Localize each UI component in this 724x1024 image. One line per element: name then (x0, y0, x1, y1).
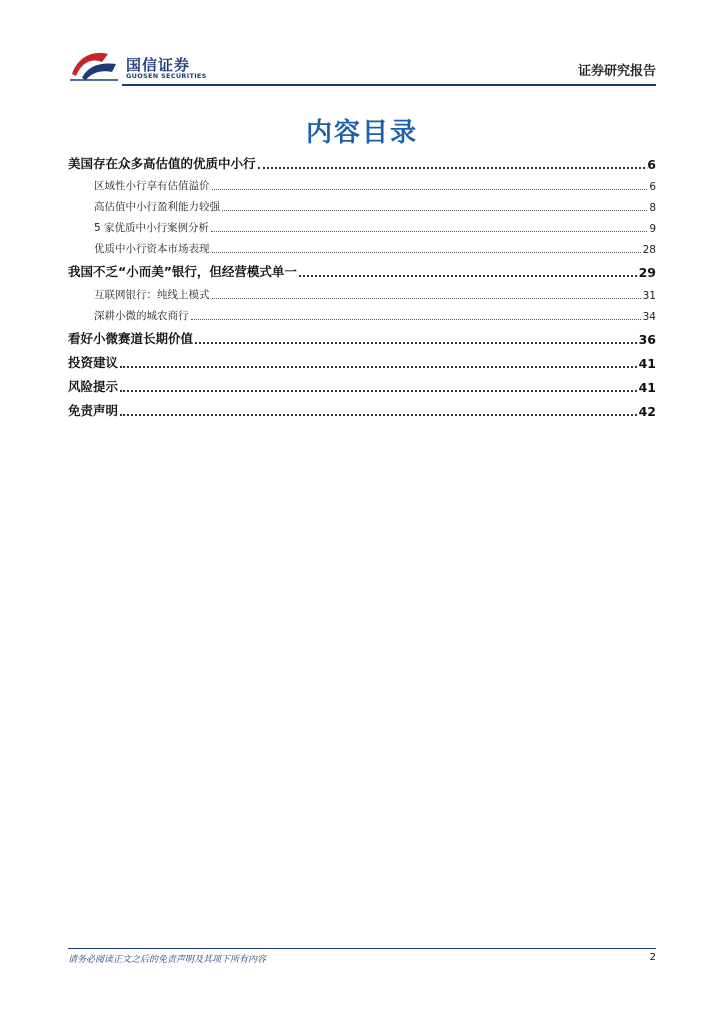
toc-entry-level2[interactable] (68, 220, 656, 235)
page-header (68, 48, 656, 84)
page-number: 2 (649, 952, 656, 963)
toc-entry-level1[interactable] (68, 262, 656, 280)
toc-entry-level1[interactable] (68, 377, 656, 395)
toc-entry-page: 8 (649, 202, 656, 214)
toc-entry-page: 6 (647, 157, 656, 172)
toc-entry-level1[interactable] (68, 154, 656, 172)
toc-leader-dots (258, 167, 646, 169)
toc-entry-text: 风险提示 (68, 379, 119, 394)
toc-entry-level1[interactable] (68, 353, 656, 371)
toc-entry-page: 29 (638, 265, 656, 280)
toc-entry-level2[interactable] (68, 241, 656, 256)
toc-entry-page: 36 (638, 332, 656, 347)
toc-entry-page: 42 (638, 404, 656, 419)
guosen-logo-icon (68, 48, 120, 82)
toc-title: 内容目录 (305, 118, 418, 148)
toc-entry-page: 31 (642, 290, 656, 302)
toc-entry-level1[interactable] (68, 401, 656, 419)
toc-entry-text: 深耕小微的城农商行 (94, 310, 189, 322)
header-divider (122, 84, 656, 86)
toc-leader-dots (211, 231, 647, 232)
toc-entry-text: 我国不乏“小而美”银行，但经营模式单一 (68, 264, 297, 279)
toc-entry-text: 看好小微赛道长期价值 (68, 331, 194, 346)
toc-entry-text: 高估值中小行盈利能力较强 (94, 201, 220, 213)
toc-entry-text: 免责声明 (68, 403, 119, 418)
toc-entry-page: 6 (649, 181, 656, 193)
toc-leader-dots (212, 298, 641, 299)
toc-leader-dots (191, 319, 641, 320)
toc-entry-page: 41 (638, 356, 656, 371)
toc-entry-text: 互联网银行：纯线上模式 (94, 289, 210, 301)
toc-leader-dots (212, 252, 641, 253)
toc-leader-dots (120, 390, 637, 392)
report-type-label: 证券研究报告 (577, 64, 656, 79)
toc-entry-level1[interactable] (68, 329, 656, 347)
toc-entry-page: 28 (642, 244, 656, 256)
toc-leader-dots (120, 366, 637, 368)
toc-entry-level2[interactable] (68, 287, 656, 302)
toc-entry-page: 34 (642, 311, 656, 323)
toc-leader-dots (299, 275, 637, 277)
toc-leader-dots (195, 342, 637, 344)
toc-entry-text: 投资建议 (68, 355, 119, 370)
footer-divider (68, 948, 656, 949)
toc-entry-page: 41 (638, 380, 656, 395)
toc-entry-level2[interactable] (68, 308, 656, 323)
toc-entry-level2[interactable] (68, 178, 656, 193)
toc-leader-dots (222, 210, 647, 211)
toc-leader-dots (120, 414, 637, 416)
toc-entry-level2[interactable] (68, 199, 656, 214)
toc-entry-text: 美国存在众多高估值的优质中小行 (68, 156, 256, 171)
toc-entry-text: 区域性小行享有估值溢价 (94, 180, 210, 192)
footer-disclaimer-note: 请务必阅读正文之后的免责声明及其项下所有内容 (68, 955, 267, 965)
toc-leader-dots (212, 189, 648, 190)
toc-entry-text: 优质中小行资本市场表现 (94, 243, 210, 255)
logo-text-cn: 国信证券 (126, 56, 191, 74)
toc-entry-page: 9 (649, 223, 656, 235)
logo-text-en: GUOSEN SECURITIES (126, 72, 207, 80)
toc-entry-text: 5 家优质中小行案例分析 (94, 222, 210, 234)
